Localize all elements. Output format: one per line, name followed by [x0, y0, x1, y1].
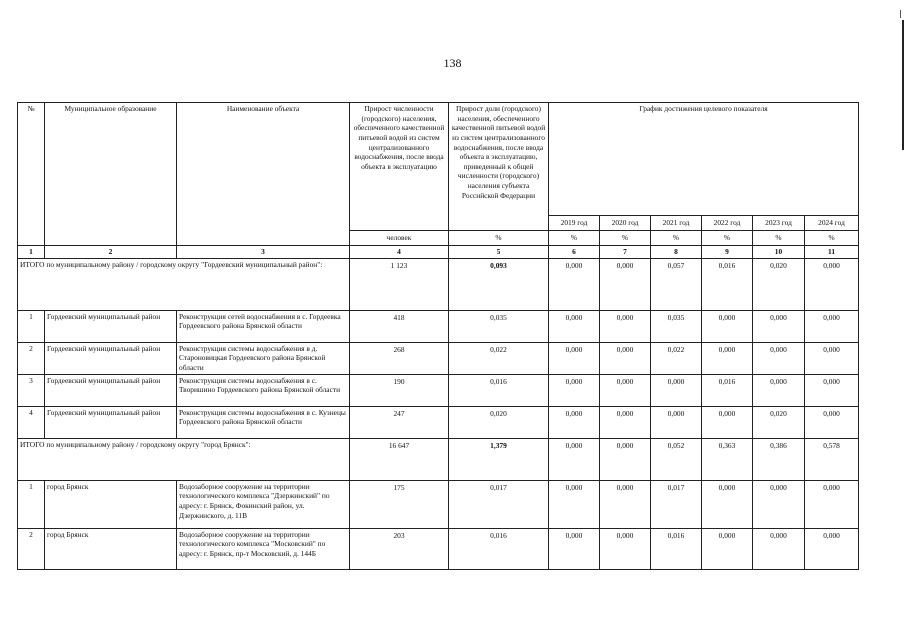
total-population: 16 647 [350, 438, 449, 480]
row-value-2019: 0,000 [549, 480, 600, 528]
page-number: 138 [443, 56, 462, 70]
row-value-2024: 0,000 [805, 310, 859, 342]
row-share: 0,016 [449, 528, 549, 569]
row-value-2024: 0,000 [805, 342, 859, 374]
total-value-2019: 0,000 [549, 258, 600, 310]
row-population: 247 [350, 406, 449, 438]
row-value-2021: 0,035 [651, 310, 702, 342]
header-schedule: График достижения целевого показателя [549, 103, 859, 216]
row-no: 1 [18, 480, 45, 528]
row-no: 4 [18, 406, 45, 438]
row-value-2023: 0,020 [753, 406, 805, 438]
column-index-row [18, 246, 859, 259]
header-municipality: Муниципальное образование [45, 103, 177, 246]
total-row-gordeevsky [18, 258, 859, 310]
year-2020: 2020 год [600, 216, 651, 231]
row-object: Реконструкция сетей водоснабжения в с. Гордеевка Гордеевского района Брянской области [177, 310, 350, 342]
col-index: 8 [651, 246, 702, 259]
total-row-bryansk [18, 438, 859, 480]
unit-2023: % [753, 231, 805, 246]
table-row [18, 406, 859, 438]
row-value-2023: 0,000 [753, 528, 805, 569]
row-value-2021: 0,000 [651, 374, 702, 406]
total-value-2021: 0,052 [651, 438, 702, 480]
total-value-2020: 0,000 [600, 258, 651, 310]
row-value-2021: 0,000 [651, 406, 702, 438]
row-value-2020: 0,000 [600, 374, 651, 406]
row-population: 175 [350, 480, 449, 528]
row-no: 2 [18, 342, 45, 374]
row-value-2024: 0,000 [805, 374, 859, 406]
row-population: 203 [350, 528, 449, 569]
header-object: Наименование объекта [177, 103, 350, 246]
row-object: Реконструкция системы водоснабжения в с. Кузнецы Гордеевского района Брянской области [177, 406, 350, 438]
total-value-2022: 0,016 [702, 258, 753, 310]
year-2023: 2023 год [753, 216, 805, 231]
row-value-2022: 0,000 [702, 406, 753, 438]
row-value-2019: 0,000 [549, 342, 600, 374]
page-edge-tick [900, 10, 901, 18]
row-value-2023: 0,000 [753, 342, 805, 374]
row-share: 0,022 [449, 342, 549, 374]
year-2019: 2019 год [549, 216, 600, 231]
total-value-2019: 0,000 [549, 438, 600, 480]
row-value-2022: 0,000 [702, 528, 753, 569]
row-municipality: Гордеевский муниципальный район [45, 310, 177, 342]
table-row [18, 528, 859, 569]
unit-2024: % [805, 231, 859, 246]
col-index: 7 [600, 246, 651, 259]
year-2024: 2024 год [805, 216, 859, 231]
total-label: ИТОГО по муниципальному району / городскому округу "Гордеевский муниципальный район": [18, 258, 350, 310]
row-value-2021: 0,016 [651, 528, 702, 569]
col-index: 10 [753, 246, 805, 259]
row-value-2023: 0,000 [753, 480, 805, 528]
row-municipality: город Брянск [45, 528, 177, 569]
total-population: 1 123 [350, 258, 449, 310]
row-value-2020: 0,000 [600, 480, 651, 528]
row-object: Водозаборное сооружение на территории технологического комплекса "Дзержинский" по адресу: г. Брянск, Фокинский район, ул. Дзержинского, д. 11В [177, 480, 350, 528]
row-share: 0,020 [449, 406, 549, 438]
row-share: 0,035 [449, 310, 549, 342]
col-index: 2 [45, 246, 177, 259]
row-no: 1 [18, 310, 45, 342]
unit-population: человек [350, 231, 449, 246]
header-share: Прирост доли (городского) населения, обеспеченного качественной питьевой водой из систем централизованного водоснабжения, после ввода объекта в эксплуатацию, приведенный к общей численности (городского) населения субъекта Российской Федерации [449, 103, 549, 231]
year-2022: 2022 год [702, 216, 753, 231]
target-indicator-table [17, 102, 859, 570]
row-value-2019: 0,000 [549, 374, 600, 406]
row-no: 3 [18, 374, 45, 406]
total-value-2023: 0,386 [753, 438, 805, 480]
table-row [18, 342, 859, 374]
row-value-2022: 0,016 [702, 374, 753, 406]
total-value-2023: 0,020 [753, 258, 805, 310]
total-share: 0,093 [449, 258, 549, 310]
row-value-2024: 0,000 [805, 406, 859, 438]
row-value-2024: 0,000 [805, 528, 859, 569]
total-label: ИТОГО по муниципальному району / городскому округу "город Брянск": [18, 438, 350, 480]
total-value-2024: 0,578 [805, 438, 859, 480]
row-value-2021: 0,022 [651, 342, 702, 374]
row-population: 268 [350, 342, 449, 374]
row-object: Реконструкция системы водоснабжения в д. Староновицкая Гордеевского района Брянской области [177, 342, 350, 374]
total-value-2024: 0,000 [805, 258, 859, 310]
row-value-2019: 0,000 [549, 310, 600, 342]
row-object: Реконструкция системы водоснабжения в с. Творишино Гордеевского района Брянской области [177, 374, 350, 406]
row-value-2019: 0,000 [549, 528, 600, 569]
row-value-2021: 0,017 [651, 480, 702, 528]
row-value-2022: 0,000 [702, 310, 753, 342]
row-population: 190 [350, 374, 449, 406]
total-value-2021: 0,057 [651, 258, 702, 310]
unit-2019: % [549, 231, 600, 246]
col-index: 5 [449, 246, 549, 259]
unit-2020: % [600, 231, 651, 246]
row-share: 0,016 [449, 374, 549, 406]
row-value-2022: 0,000 [702, 342, 753, 374]
table-row [18, 374, 859, 406]
row-value-2024: 0,000 [805, 480, 859, 528]
row-value-2023: 0,000 [753, 310, 805, 342]
col-index: 4 [350, 246, 449, 259]
row-value-2020: 0,000 [600, 342, 651, 374]
row-value-2020: 0,000 [600, 528, 651, 569]
row-value-2020: 0,000 [600, 310, 651, 342]
row-value-2022: 0,000 [702, 480, 753, 528]
page-edge-line [902, 20, 904, 150]
header-population: Прирост численности (городского) населения, обеспеченного качественной питьевой водой из систем централизованного водоснабжения, после ввода объекта в эксплуатацию [350, 103, 449, 231]
year-2021: 2021 год [651, 216, 702, 231]
header-no: № [18, 103, 45, 246]
row-municipality: Гордеевский муниципальный район [45, 342, 177, 374]
unit-share: % [449, 231, 549, 246]
row-population: 418 [350, 310, 449, 342]
col-index: 1 [18, 246, 45, 259]
total-value-2020: 0,000 [600, 438, 651, 480]
table-header-row [18, 103, 859, 216]
total-share: 1,379 [449, 438, 549, 480]
row-no: 2 [18, 528, 45, 569]
table-row [18, 310, 859, 342]
row-municipality: Гордеевский муниципальный район [45, 406, 177, 438]
row-value-2023: 0,000 [753, 374, 805, 406]
row-municipality: город Брянск [45, 480, 177, 528]
table-row [18, 480, 859, 528]
unit-2021: % [651, 231, 702, 246]
col-index: 11 [805, 246, 859, 259]
row-value-2019: 0,000 [549, 406, 600, 438]
col-index: 3 [177, 246, 350, 259]
row-share: 0,017 [449, 480, 549, 528]
unit-2022: % [702, 231, 753, 246]
total-value-2022: 0,363 [702, 438, 753, 480]
col-index: 6 [549, 246, 600, 259]
col-index: 9 [702, 246, 753, 259]
row-municipality: Гордеевский муниципальный район [45, 374, 177, 406]
row-object: Водозаборное сооружение на территории технологического комплекса "Московский" по адресу: г. Брянск, пр-т Московский, д. 144Б [177, 528, 350, 569]
row-value-2020: 0,000 [600, 406, 651, 438]
